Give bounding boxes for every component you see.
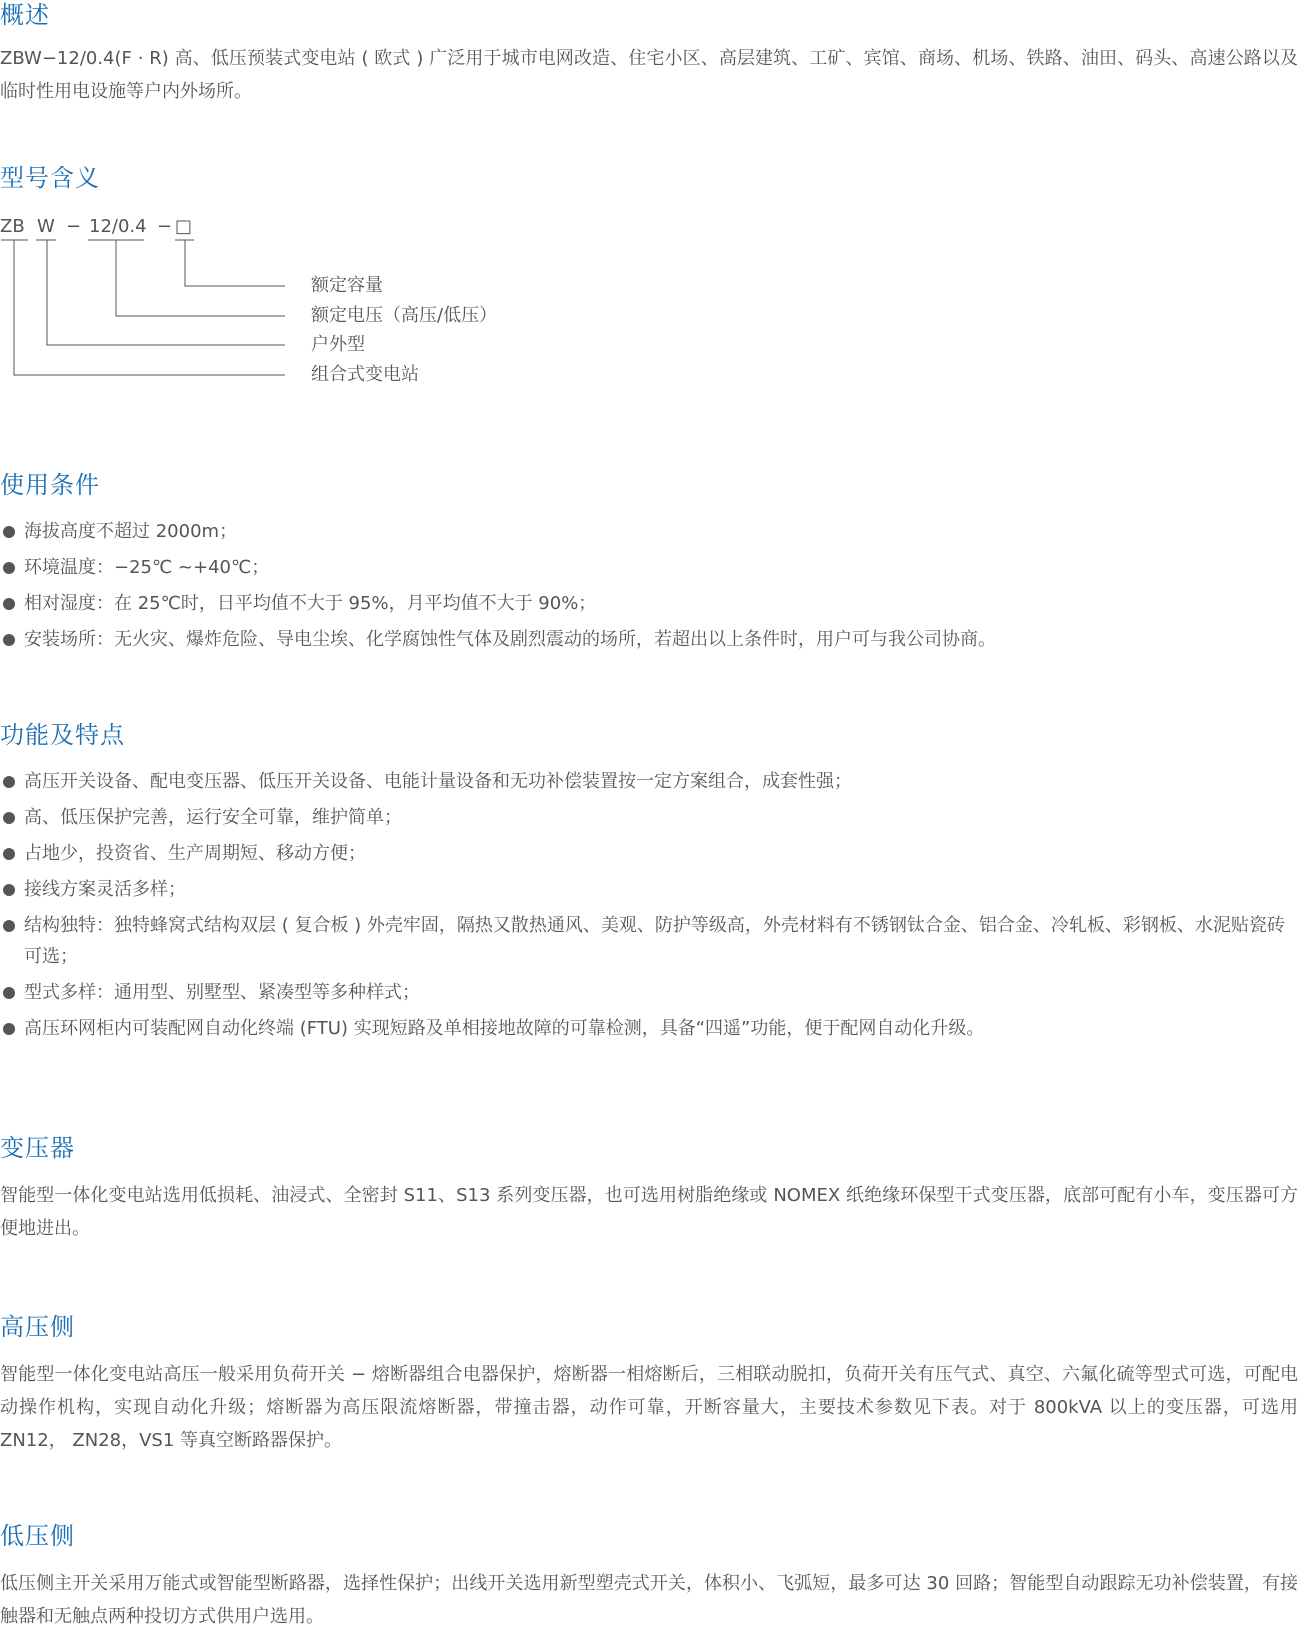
model-label-substation: 组合式变电站: [311, 364, 419, 385]
overview-text: ZBW−12/0.4(F · R) 高、低压预装式变电站 ( 欧式 ) 广泛用于城市电网改造、住宅小区、高层建筑、工矿、宾馆、商场、机场、铁路、油田、码头、高速公路以及临时性用电设施等户内外场所。: [0, 48, 1298, 102]
model-code-w: W: [37, 216, 55, 237]
bullet-dot-icon: [3, 812, 15, 824]
bullet-dot-icon: [3, 562, 15, 574]
list-item: [0, 552, 1298, 583]
features-section: [0, 720, 1300, 1044]
bullet-dot-icon: [3, 776, 15, 788]
model-diagram: [0, 216, 1300, 386]
list-item: [0, 1013, 1298, 1044]
conditions-heading: 使用条件: [0, 471, 100, 499]
model-code-dash-2: −: [157, 216, 173, 237]
bullet-dot-icon: [3, 526, 15, 538]
transformer-text: 智能型一体化变电站选用低损耗、油浸式、全密封 S11、S13 系列变压器，也可选用树脂绝缘或 NOMEX 纸绝缘环保型干式变压器，底部可配有小车，变压器可方便地进出。: [0, 1185, 1298, 1239]
bullet-dot-icon: [3, 598, 15, 610]
list-item: [0, 588, 1298, 619]
model-code-box: □: [175, 216, 193, 237]
list-item-text: 占地少，投资省、生产周期短、移动方便；: [24, 843, 366, 864]
conditions-section: [0, 470, 1300, 655]
list-item: [0, 516, 1298, 547]
conditions-list: [0, 516, 1300, 655]
list-item-text: 接线方案灵活多样；: [24, 879, 186, 900]
list-item: [0, 624, 1298, 655]
list-item-text: 安装场所：无火灾、爆炸危险、导电尘埃、化学腐蚀性气体及剧烈震动的场所，若超出以上条件时，用户可与我公司协商。: [24, 629, 996, 650]
features-heading: 功能及特点: [0, 721, 125, 749]
list-item-text: 海拔高度不超过 2000m；: [24, 521, 238, 542]
low-voltage-text: 低压侧主开关采用万能式或智能型断路器，选择性保护；出线开关选用新型塑壳式开关，体积小、飞弧短，最多可达 30 回路；智能型自动跟踪无功补偿装置，有接触器和无触点两种投切方式供用户选用。: [0, 1573, 1298, 1627]
model-label-capacity: 额定容量: [311, 275, 383, 296]
bullet-dot-icon: [3, 920, 15, 932]
list-item: [0, 838, 1298, 869]
list-item-text: 高压开关设备、配电变压器、低压开关设备、电能计量设备和无功补偿装置按一定方案组合，成套性强；: [24, 771, 852, 792]
model-section: [0, 163, 1300, 193]
transformer-section: [0, 1133, 1300, 1245]
bullet-dot-icon: [3, 848, 15, 860]
list-item: [0, 977, 1298, 1008]
list-item: [0, 910, 1298, 972]
overview-section: [0, 0, 1300, 108]
model-label-outdoor: 户外型: [311, 334, 365, 355]
bullet-dot-icon: [3, 987, 15, 999]
high-voltage-section: [0, 1312, 1300, 1457]
list-item-text: 型式多样：通用型、别墅型、紧凑型等多种样式；: [24, 982, 420, 1003]
high-voltage-heading: 高压侧: [0, 1313, 75, 1341]
features-list: [0, 766, 1300, 1044]
model-heading: 型号含义: [0, 164, 100, 192]
list-item: [0, 802, 1298, 833]
bullet-dot-icon: [3, 634, 15, 646]
list-item-text: 结构独特：独特蜂窝式结构双层 ( 复合板 ) 外壳牢固，隔热又散热通风、美观、防护等级高，外壳材料有不锈钢钛合金、铝合金、冷轧板、彩钢板、水泥贴瓷砖可选；: [24, 915, 1285, 967]
model-connector-lines: [0, 216, 300, 386]
list-item: [0, 874, 1298, 905]
list-item-text: 环境温度：−25℃ ~+40℃；: [24, 557, 270, 578]
high-voltage-text: 智能型一体化变电站高压一般采用负荷开关 − 熔断器组合电器保护，熔断器一相熔断后，三相联动脱扣，负荷开关有压气式、真空、六氟化硫等型式可选，可配电动操作机构，实现自动化升级；熔断器为高压限流熔断器，带撞击器，动作可靠，开断容量大，主要技术参数见下表。对于 800kVA 以上的变压器，可选用 ZN12， ZN28，VS1 等真空断路器保护。: [0, 1364, 1298, 1451]
list-item-text: 相对湿度：在 25℃时，日平均值不大于 95%，月平均值不大于 90%；: [24, 593, 597, 614]
list-item: [0, 766, 1298, 797]
model-code-zb: ZB: [0, 216, 25, 237]
overview-heading: 概述: [0, 1, 50, 29]
list-item-text: 高压环网柜内可装配网自动化终端 (FTU) 实现短路及单相接地故障的可靠检测，具备“四遥”功能，便于配网自动化升级。: [24, 1018, 985, 1039]
transformer-heading: 变压器: [0, 1134, 75, 1162]
low-voltage-section: [0, 1521, 1300, 1633]
bullet-dot-icon: [3, 884, 15, 896]
model-code-dash-1: −: [66, 216, 82, 237]
model-code-voltage: 12/0.4: [89, 216, 147, 237]
list-item-text: 高、低压保护完善，运行安全可靠，维护简单；: [24, 807, 402, 828]
bullet-dot-icon: [3, 1023, 15, 1035]
low-voltage-heading: 低压侧: [0, 1522, 75, 1550]
model-label-voltage: 额定电压（高压/低压）: [311, 305, 498, 326]
